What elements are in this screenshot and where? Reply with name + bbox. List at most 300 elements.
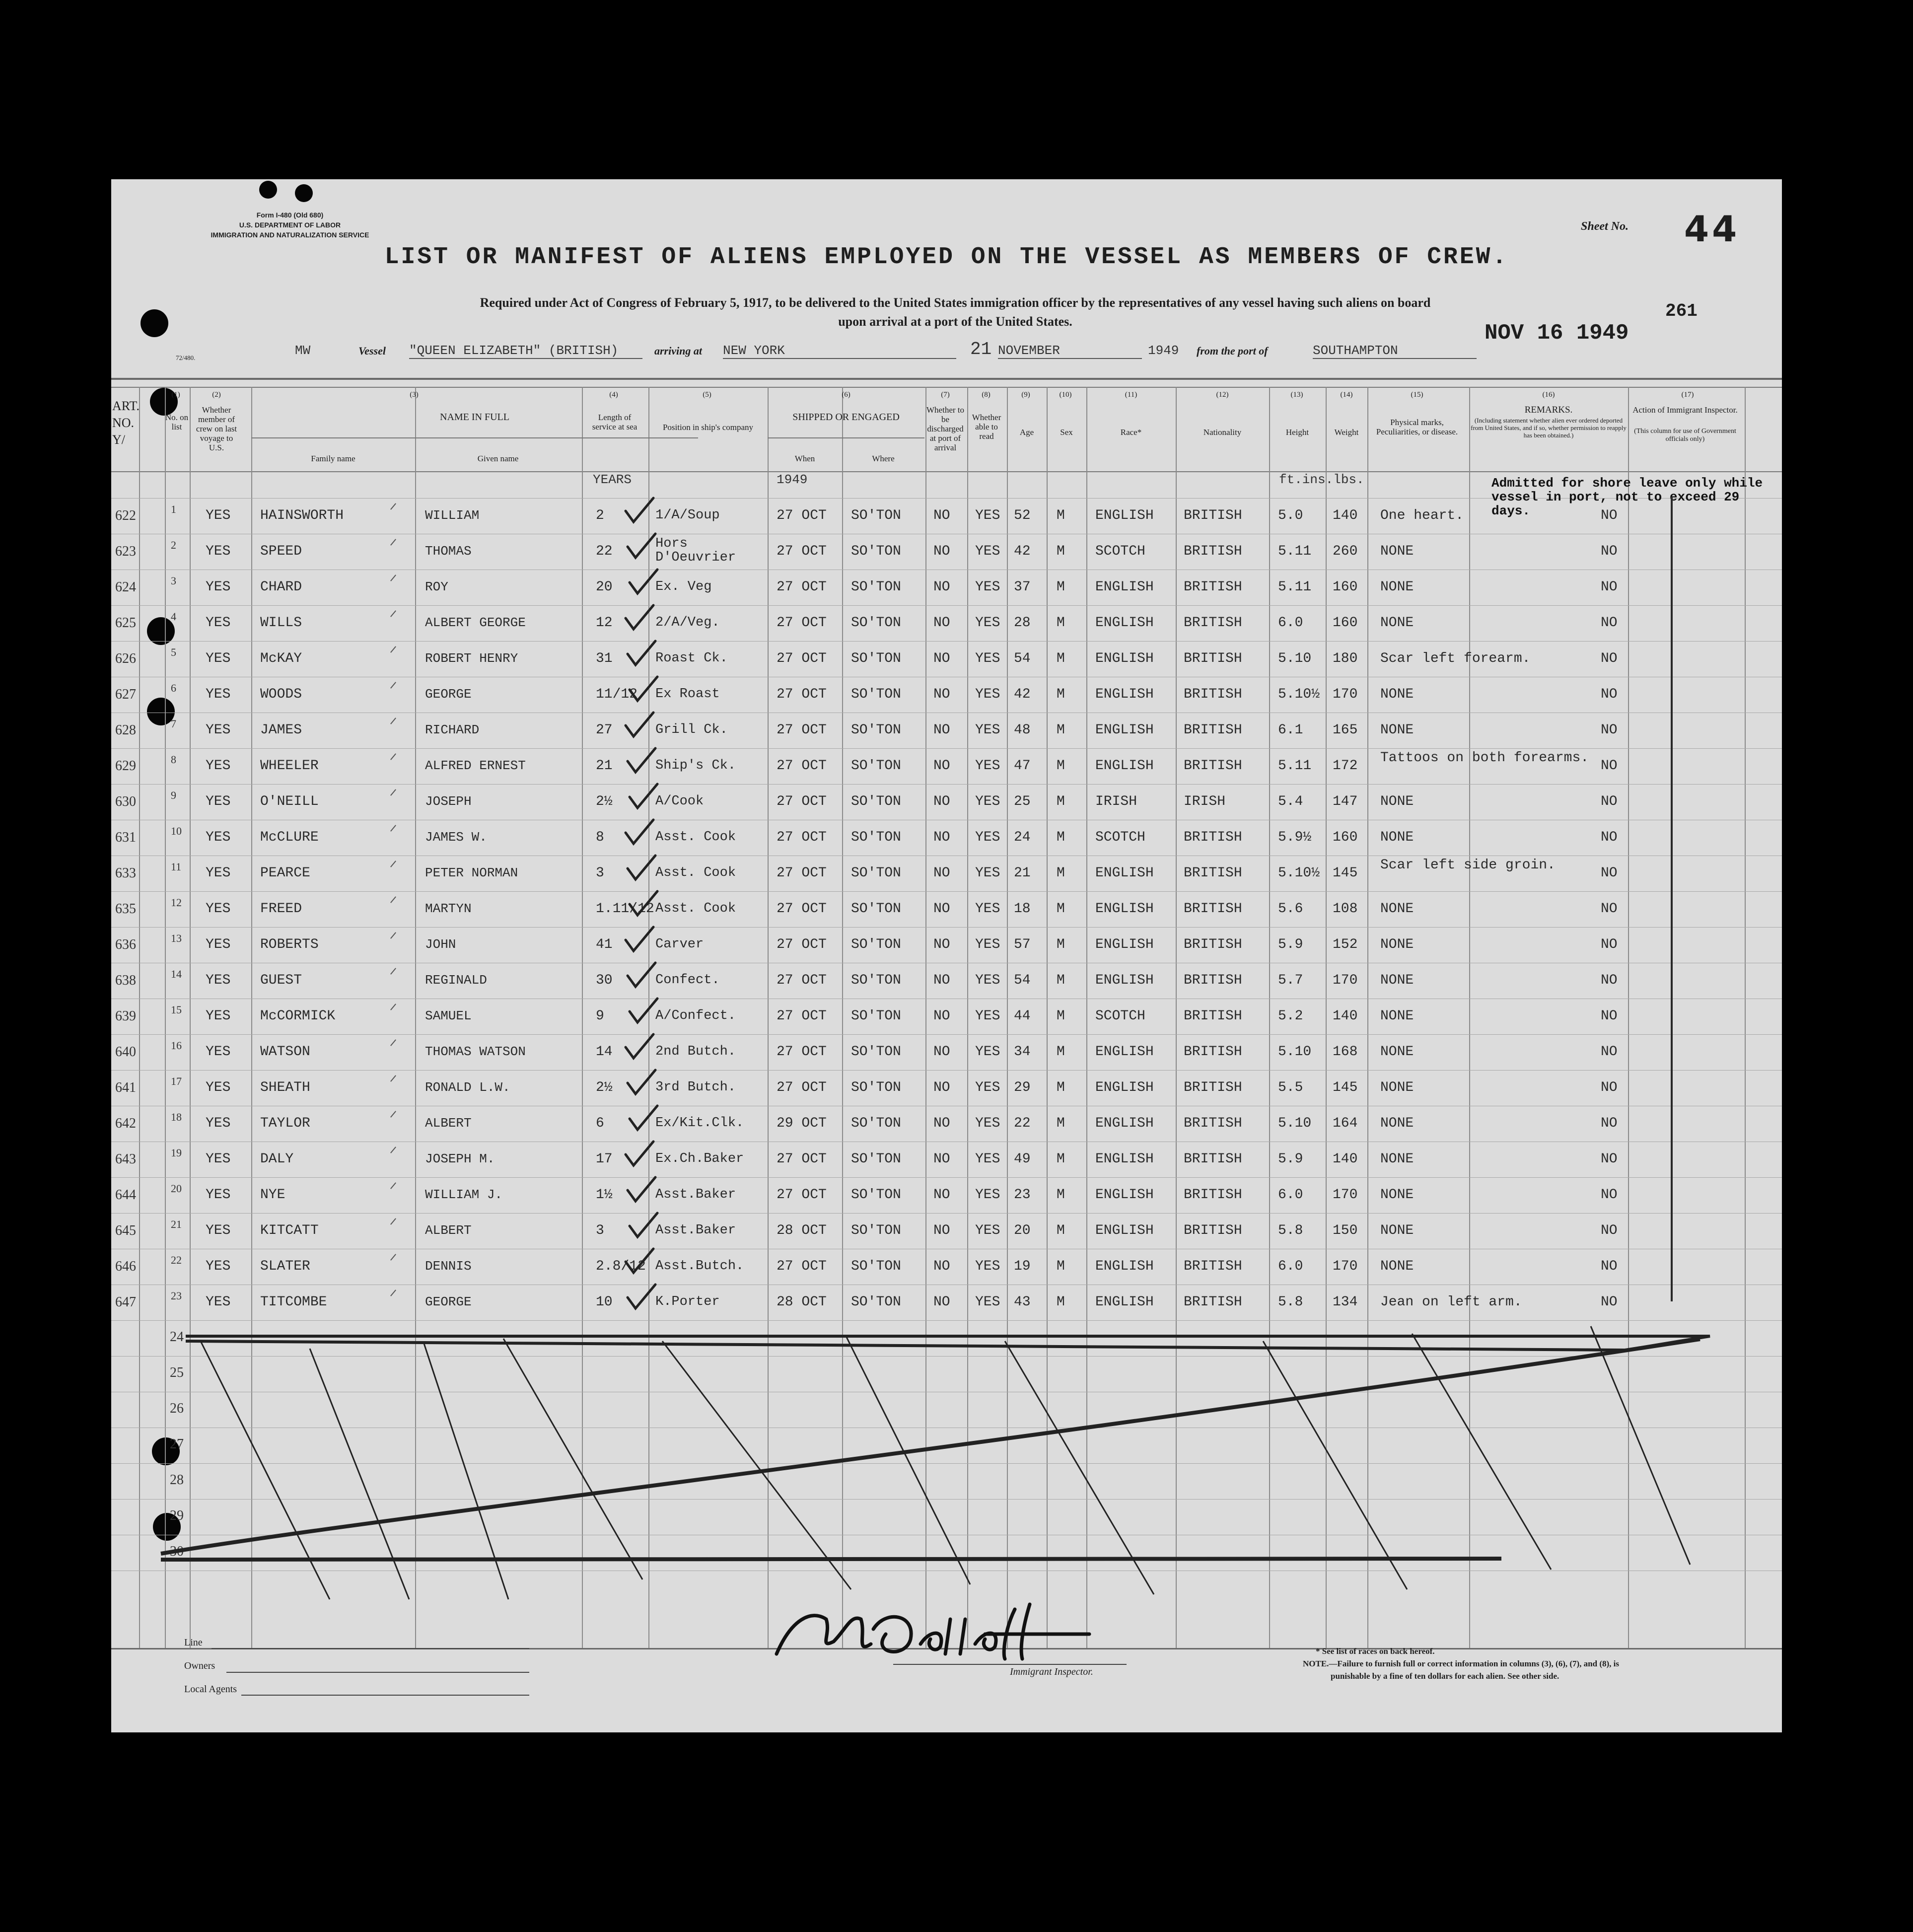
cell-marks: NONE (1380, 901, 1414, 917)
cell-when: 27 OCT (777, 830, 827, 845)
cell-sex: M (1057, 508, 1065, 523)
list-number: 12 (171, 896, 182, 909)
owners-label: Owners (184, 1660, 215, 1671)
cell-action: NO (1601, 865, 1618, 881)
list-number: 4 (171, 610, 176, 623)
cell-action: NO (1601, 1044, 1618, 1060)
cell-action: NO (1601, 1223, 1618, 1238)
cell-sex: M (1057, 615, 1065, 631)
column-number: (10) (1059, 391, 1072, 399)
cell-action: NO (1601, 1008, 1618, 1024)
cell-nat: BRITISH (1184, 1151, 1242, 1167)
owners-field (226, 1672, 529, 1673)
agents-label: Local Agents (184, 1684, 237, 1695)
side-code: 72/480. (176, 354, 196, 361)
cell-given: GEORGE (425, 687, 472, 702)
cell-weight: 140 (1333, 508, 1358, 523)
cell-position: Confect. (655, 973, 720, 988)
cell-nat: BRITISH (1184, 1044, 1242, 1060)
cell-race: ENGLISH (1095, 579, 1154, 595)
cell-height: 6.0 (1278, 1187, 1303, 1203)
cell-family: PEARCE (260, 865, 310, 881)
cell-height: 5.10½ (1278, 687, 1320, 702)
cell-race: ENGLISH (1095, 1294, 1154, 1310)
cell-action: NO (1601, 973, 1618, 988)
cell-sex: M (1057, 1187, 1065, 1203)
list-number: 23 (171, 1289, 182, 1302)
action-stroke (1671, 497, 1673, 1301)
cell-marks: NONE (1380, 830, 1414, 845)
cell-action: NO (1601, 937, 1618, 952)
cell-marks: Jean on left arm. (1380, 1294, 1522, 1310)
cell-height: 5.11 (1278, 579, 1312, 595)
vessel-label: Vessel (358, 345, 386, 357)
cell-nat: BRITISH (1184, 830, 1242, 845)
cell-age: 21 (1014, 865, 1031, 881)
cell-sex: M (1057, 901, 1065, 917)
cell-position: Carver (655, 937, 704, 952)
cell-prev: YES (206, 865, 231, 881)
cell-family: McKAY (260, 651, 302, 666)
cell-service: 21 (596, 758, 613, 774)
column-number: (5) (703, 391, 711, 399)
cell-race: SCOTCH (1095, 544, 1145, 559)
cell-read: YES (975, 758, 1000, 774)
cell-weight: 170 (1333, 1187, 1358, 1203)
strike-hatch (503, 1339, 642, 1579)
agents-field (241, 1695, 529, 1696)
cell-where: SO'TON (851, 722, 901, 738)
header-nationality: Nationality (1203, 428, 1242, 437)
cell-sex: M (1057, 687, 1065, 702)
cell-given: RONALD L.W. (425, 1080, 510, 1095)
cell-where: SO'TON (851, 651, 901, 666)
art-number: 629 (115, 758, 136, 774)
cell-prev: YES (206, 1187, 231, 1203)
cell-sex: M (1057, 1294, 1065, 1310)
cell-nat: BRITISH (1184, 579, 1242, 595)
cell-read: YES (975, 1044, 1000, 1060)
art-number: 641 (115, 1080, 136, 1095)
art-number: 627 (115, 687, 136, 702)
cell-weight: 160 (1333, 579, 1358, 595)
cell-weight: 168 (1333, 1044, 1358, 1060)
cell-given: ALBERT (425, 1223, 472, 1238)
cell-height: 5.8 (1278, 1223, 1303, 1238)
cell-age: 37 (1014, 579, 1031, 595)
cell-family: JAMES (260, 722, 302, 738)
cell-action: NO (1601, 579, 1618, 595)
cell-service: 2½ (596, 1080, 613, 1095)
art-header-line: ART. (112, 399, 140, 413)
cell-action: NO (1601, 794, 1618, 809)
cell-when: 27 OCT (777, 508, 827, 523)
cell-disch: NO (933, 973, 950, 988)
units-label: ft.ins.lbs. (1279, 472, 1364, 487)
cell-action: NO (1601, 615, 1618, 631)
cell-prev: YES (206, 508, 231, 523)
cell-age: 25 (1014, 794, 1031, 809)
cell-nat: BRITISH (1184, 1116, 1242, 1131)
cell-action: NO (1601, 1187, 1618, 1203)
cell-height: 5.10 (1278, 651, 1312, 666)
cell-given: REGINALD (425, 973, 487, 988)
cell-nat: BRITISH (1184, 544, 1242, 559)
cell-position: Ex/Kit.Clk. (655, 1116, 744, 1131)
cell-family: McCORMICK (260, 1008, 336, 1024)
cell-when: 27 OCT (777, 651, 827, 666)
strike-hatch (662, 1341, 851, 1589)
cell-weight: 140 (1333, 1008, 1358, 1024)
cell-family: TAYLOR (260, 1116, 310, 1131)
cell-sex: M (1057, 1080, 1065, 1095)
cell-height: 5.0 (1278, 508, 1303, 523)
cell-family: HAINSWORTH (260, 508, 344, 523)
art-number: 625 (115, 615, 136, 631)
cell-where: SO'TON (851, 544, 901, 559)
cell-read: YES (975, 973, 1000, 988)
column-number: (8) (982, 391, 991, 399)
cell-where: SO'TON (851, 1259, 901, 1274)
cell-weight: 145 (1333, 865, 1358, 881)
cell-marks: NONE (1380, 1151, 1414, 1167)
cell-prev: YES (206, 579, 231, 595)
cell-position: Asst. Cook (655, 830, 736, 845)
cell-when: 28 OCT (777, 1294, 827, 1310)
strike-line (161, 1339, 1700, 1554)
cell-given: ALBERT GEORGE (425, 615, 526, 630)
list-number: 17 (171, 1075, 182, 1087)
cell-when: 27 OCT (777, 615, 827, 631)
cell-weight: 152 (1333, 937, 1358, 952)
cell-read: YES (975, 1223, 1000, 1238)
cell-weight: 170 (1333, 687, 1358, 702)
cell-read: YES (975, 901, 1000, 917)
cell-position: Ship's Ck. (655, 758, 736, 773)
cell-disch: NO (933, 508, 950, 523)
cell-where: SO'TON (851, 1151, 901, 1167)
cell-family: McCLURE (260, 830, 319, 845)
cell-position: Roast Ck. (655, 651, 728, 666)
cell-read: YES (975, 651, 1000, 666)
cell-action: NO (1601, 508, 1618, 523)
cell-given: JOSEPH (425, 794, 472, 809)
cell-race: ENGLISH (1095, 901, 1154, 917)
cell-service: 30 (596, 973, 613, 988)
cell-prev: YES (206, 830, 231, 845)
cell-when: 27 OCT (777, 1008, 827, 1024)
cell-service: 11/12 (596, 687, 638, 702)
cell-disch: NO (933, 1294, 950, 1310)
cell-position: 2/A/Veg. (655, 615, 720, 630)
cell-where: SO'TON (851, 937, 901, 952)
art-number: 626 (115, 651, 136, 666)
cell-height: 5.4 (1278, 794, 1303, 809)
cell-when: 27 OCT (777, 937, 827, 952)
cell-nat: BRITISH (1184, 615, 1242, 631)
cell-read: YES (975, 615, 1000, 631)
cell-weight: 165 (1333, 722, 1358, 738)
cell-read: YES (975, 1116, 1000, 1131)
cell-where: SO'TON (851, 865, 901, 881)
cell-marks: NONE (1380, 1223, 1414, 1238)
cell-when: 28 OCT (777, 1223, 827, 1238)
cell-service: 1½ (596, 1187, 613, 1203)
art-number: 646 (115, 1259, 136, 1274)
cell-race: ENGLISH (1095, 1044, 1154, 1060)
vessel-prefix: MW (295, 343, 311, 358)
cell-action: NO (1601, 1116, 1618, 1131)
cell-disch: NO (933, 794, 950, 809)
cell-given: GEORGE (425, 1294, 472, 1309)
cell-marks: NONE (1380, 1116, 1414, 1131)
header-discharged: Whether to be discharged at port of arrival (926, 405, 964, 452)
art-number: 647 (115, 1294, 136, 1310)
cell-age: 42 (1014, 687, 1031, 702)
cell-where: SO'TON (851, 1187, 901, 1203)
inspector-label: Immigrant Inspector. (1010, 1666, 1093, 1677)
cell-when: 27 OCT (777, 794, 827, 809)
list-number: 7 (171, 717, 176, 730)
cell-family: SLATER (260, 1259, 310, 1274)
cell-sex: M (1057, 1044, 1065, 1060)
cell-disch: NO (933, 865, 950, 881)
cell-race: ENGLISH (1095, 651, 1154, 666)
years-unit: YEARS (593, 472, 632, 487)
cell-marks: Tattoos on both forearms. (1380, 750, 1589, 766)
cell-nat: BRITISH (1184, 1223, 1242, 1238)
cell-read: YES (975, 830, 1000, 845)
cell-service: 8 (596, 830, 604, 845)
cell-position: Asst.Baker (655, 1223, 736, 1238)
cell-given: ALFRED ERNEST (425, 758, 526, 773)
list-number: 8 (171, 753, 176, 766)
cell-when: 29 OCT (777, 1116, 827, 1131)
cell-age: 29 (1014, 1080, 1031, 1095)
cell-service: 20 (596, 579, 613, 595)
cell-race: ENGLISH (1095, 1223, 1154, 1238)
art-number: 635 (115, 901, 136, 917)
cell-disch: NO (933, 830, 950, 845)
cell-where: SO'TON (851, 1044, 901, 1060)
cell-race: ENGLISH (1095, 758, 1154, 774)
art-number: 631 (115, 830, 136, 845)
cell-given: JOSEPH M. (425, 1151, 495, 1166)
cell-marks: NONE (1380, 579, 1414, 595)
strike-line (186, 1336, 1710, 1350)
cell-weight: 170 (1333, 1259, 1358, 1274)
cell-age: 19 (1014, 1259, 1031, 1274)
cell-sex: M (1057, 651, 1065, 666)
from-port: SOUTHAMPTON (1313, 343, 1477, 359)
cell-sex: M (1057, 937, 1065, 952)
cell-nat: BRITISH (1184, 1259, 1242, 1274)
cell-disch: NO (933, 722, 950, 738)
cell-position: 3rd Butch. (655, 1080, 736, 1095)
cell-marks: NONE (1380, 937, 1414, 952)
art-number: 624 (115, 579, 136, 595)
cell-prev: YES (206, 1259, 231, 1274)
art-header-line: Y/ (112, 432, 125, 447)
cell-given: SAMUEL (425, 1008, 472, 1023)
list-number: 6 (171, 682, 176, 694)
cell-marks: NONE (1380, 794, 1414, 809)
cell-position: Ex.Ch.Baker (655, 1151, 744, 1166)
cell-position: Asst.Butch. (655, 1259, 744, 1274)
column-number: (15) (1411, 391, 1423, 399)
header-name-in-full: NAME IN FULL (440, 412, 509, 423)
list-number: 10 (171, 825, 182, 837)
cell-marks: Scar left side groin. (1380, 858, 1556, 873)
cell-action: NO (1601, 1151, 1618, 1167)
arriving-label: arriving at (654, 345, 702, 357)
empty-row-number: 25 (170, 1365, 184, 1380)
inspector-line (893, 1664, 1127, 1665)
strike-marks (111, 179, 1782, 1732)
empty-row-number: 26 (170, 1401, 184, 1416)
cell-service: 2.8/12 (596, 1259, 646, 1274)
cell-given: RICHARD (425, 722, 480, 737)
header-action: Action of Immigrant Inspector. (1632, 405, 1738, 415)
strike-hatch (1412, 1334, 1551, 1570)
cell-where: SO'TON (851, 758, 901, 774)
cell-age: 49 (1014, 1151, 1031, 1167)
arrival-month: NOVEMBER (998, 343, 1142, 359)
cell-read: YES (975, 579, 1000, 595)
cell-prev: YES (206, 1223, 231, 1238)
line-label: Line (184, 1637, 203, 1648)
cell-family: NYE (260, 1187, 285, 1203)
cell-race: ENGLISH (1095, 722, 1154, 738)
column-number: (17) (1681, 391, 1694, 399)
column-number: (12) (1216, 391, 1229, 399)
header-previous-voyage: Whether member of crew on last voyage to U.S. (196, 405, 237, 452)
cell-age: 22 (1014, 1116, 1031, 1131)
column-number: (7) (941, 391, 950, 399)
cell-service: 27 (596, 722, 613, 738)
cell-position: Grill Ck. (655, 722, 728, 737)
cell-disch: NO (933, 937, 950, 952)
list-number: 2 (171, 539, 176, 551)
cell-when: 27 OCT (777, 1044, 827, 1060)
cell-read: YES (975, 1151, 1000, 1167)
cell-nat: BRITISH (1184, 1294, 1242, 1310)
cell-prev: YES (206, 937, 231, 952)
cell-age: 24 (1014, 830, 1031, 845)
header-remarks: REMARKS. (1524, 405, 1573, 415)
cell-sex: M (1057, 1223, 1065, 1238)
header-age: Age (1019, 428, 1034, 437)
cell-given: WILLIAM J. (425, 1187, 503, 1202)
cell-marks: Scar left forearm. (1380, 651, 1531, 666)
arrival-year: 1949 (1148, 343, 1179, 358)
cell-disch: NO (933, 1044, 950, 1060)
cell-age: 42 (1014, 544, 1031, 559)
cell-sex: M (1057, 865, 1065, 881)
cell-marks: NONE (1380, 973, 1414, 988)
cell-age: 54 (1014, 973, 1031, 988)
header-length-of-service: Length of service at sea (592, 413, 638, 431)
cell-disch: NO (933, 1116, 950, 1131)
cell-where: SO'TON (851, 508, 901, 523)
cell-weight: 260 (1333, 544, 1358, 559)
cell-family: GUEST (260, 973, 302, 988)
header-height: Height (1285, 428, 1309, 437)
cell-service: 1.11/12 (596, 901, 654, 917)
cell-position: Asst. Cook (655, 865, 736, 880)
cell-family: DALY (260, 1151, 294, 1167)
cell-disch: NO (933, 1259, 950, 1274)
cell-nat: BRITISH (1184, 901, 1242, 917)
cell-family: KITCATT (260, 1223, 319, 1238)
cell-given: JOHN (425, 937, 456, 952)
cell-where: SO'TON (851, 1008, 901, 1024)
cell-age: 18 (1014, 901, 1031, 917)
cell-sex: M (1057, 544, 1065, 559)
cell-position: A/Cook (655, 794, 704, 809)
cell-service: 3 (596, 865, 604, 881)
cell-age: 47 (1014, 758, 1031, 774)
cell-height: 5.11 (1278, 544, 1312, 559)
art-number: 628 (115, 722, 136, 738)
cell-height: 6.0 (1278, 615, 1303, 631)
cell-service: 12 (596, 615, 613, 631)
cell-given: DENNIS (425, 1259, 472, 1274)
cell-when: 27 OCT (777, 973, 827, 988)
cell-marks: NONE (1380, 687, 1414, 702)
cell-height: 6.1 (1278, 722, 1303, 738)
cell-action: NO (1601, 651, 1618, 666)
cell-marks: NONE (1380, 722, 1414, 738)
sheet-label: Sheet No. (1581, 220, 1629, 233)
art-number: 643 (115, 1151, 136, 1167)
cell-service: 2 (596, 508, 604, 523)
empty-row-number: 27 (170, 1436, 184, 1452)
cell-race: SCOTCH (1095, 1008, 1145, 1024)
cell-prev: YES (206, 615, 231, 631)
art-number: 636 (115, 937, 136, 952)
cell-nat: BRITISH (1184, 937, 1242, 952)
cell-nat: BRITISH (1184, 1080, 1242, 1095)
cell-prev: YES (206, 687, 231, 702)
cell-read: YES (975, 1080, 1000, 1095)
cell-race: ENGLISH (1095, 1151, 1154, 1167)
list-number: 9 (171, 789, 176, 801)
cell-action: NO (1601, 758, 1618, 774)
cell-disch: NO (933, 1008, 950, 1024)
header-given-name: Given name (477, 454, 519, 463)
cell-weight: 145 (1333, 1080, 1358, 1095)
cell-marks: NONE (1380, 544, 1414, 559)
cell-age: 34 (1014, 1044, 1031, 1060)
header-race: Race* (1120, 428, 1142, 437)
cell-when: 27 OCT (777, 758, 827, 774)
strike-hatch (846, 1336, 970, 1584)
list-number: 18 (171, 1111, 182, 1123)
department-name: U.S. DEPARTMENT OF LABOR (239, 221, 341, 229)
header-action-note: (This column for use of Government officials only) (1634, 428, 1736, 443)
strike-line (161, 1559, 1501, 1561)
cell-when: 27 OCT (777, 1187, 827, 1203)
cell-position: Asst. Cook (655, 901, 736, 916)
cell-disch: NO (933, 1223, 950, 1238)
cell-weight: 170 (1333, 973, 1358, 988)
cell-service: 3 (596, 1223, 604, 1238)
cell-marks: NONE (1380, 1080, 1414, 1095)
cell-where: SO'TON (851, 973, 901, 988)
cell-sex: M (1057, 722, 1065, 738)
cell-age: 23 (1014, 1187, 1031, 1203)
